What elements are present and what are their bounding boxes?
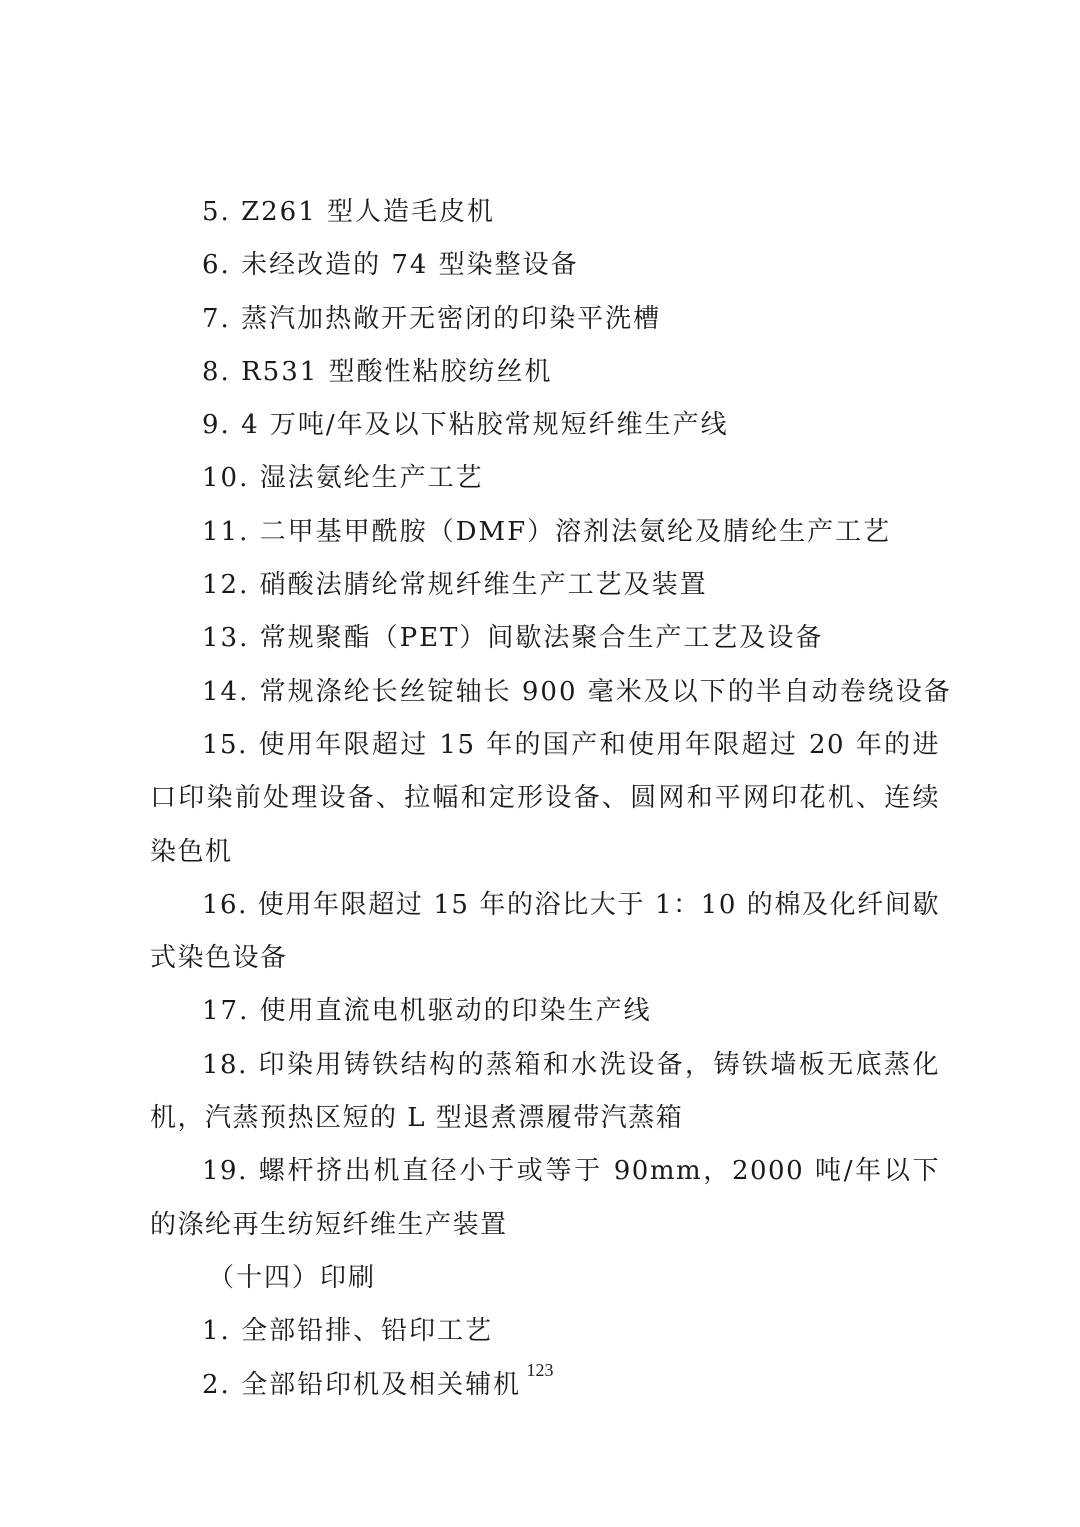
list-item-19: 19. 螺杆挤出机直径小于或等于 90mm，2000 吨/年以下的涤纶再生纺短纤维生产装置 (150, 1156, 940, 1240)
list-item-18: 18. 印染用铸铁结构的蒸箱和水洗设备，铸铁墙板无底蒸化机，汽蒸预热区短的 L 型退煮漂履带汽蒸箱 (150, 1049, 940, 1134)
page-number: 123 (526, 1360, 554, 1380)
list-item-6: 6. 未经改造的 74 型染整设备 (202, 250, 579, 281)
list-item-7: 7. 蒸汽加热敞开无密闭的印染平洗槽 (202, 303, 662, 334)
section-list-item-1: 1. 全部铅排、铅印工艺 (202, 1316, 494, 1347)
list-item-12: 12. 硝酸法腈纶常规纤维生产工艺及装置 (202, 570, 708, 601)
list-item-16: 16. 使用年限超过 15 年的浴比大于 1：10 的棉及化纤间歇式染色设备 (150, 889, 940, 974)
list-item-17: 17. 使用直流电机驱动的印染生产线 (202, 996, 652, 1027)
list-item-9: 9. 4 万吨/年及以下粘胶常规短纤维生产线 (202, 410, 729, 441)
list-item-15: 15. 使用年限超过 15 年的国产和使用年限超过 20 年的进口印染前处理设备、拉幅和定形设备、圆网和平网印花机、连续染色机 (150, 729, 940, 867)
list-item-5: 5. Z261 型人造毛皮机 (202, 197, 496, 227)
list-item-11: 11. 二甲基甲酰胺（DMF）溶剂法氨纶及腈纶生产工艺 (202, 516, 892, 547)
list-item-14: 14. 常规涤纶长丝锭轴长 900 毫米及以下的半自动卷绕设备 (202, 676, 952, 707)
list-item-10: 10. 湿法氨纶生产工艺 (202, 463, 484, 494)
page-content (150, 186, 952, 1412)
section-heading: （十四）印刷 (208, 1262, 377, 1293)
section-list-item-2: 2. 全部铅印机及相关辅机 (202, 1369, 522, 1400)
list-item-8: 8. R531 型酸性粘胶纺丝机 (202, 356, 553, 387)
list-item-13: 13. 常规聚酯（PET）间歇法聚合生产工艺及设备 (202, 623, 824, 654)
